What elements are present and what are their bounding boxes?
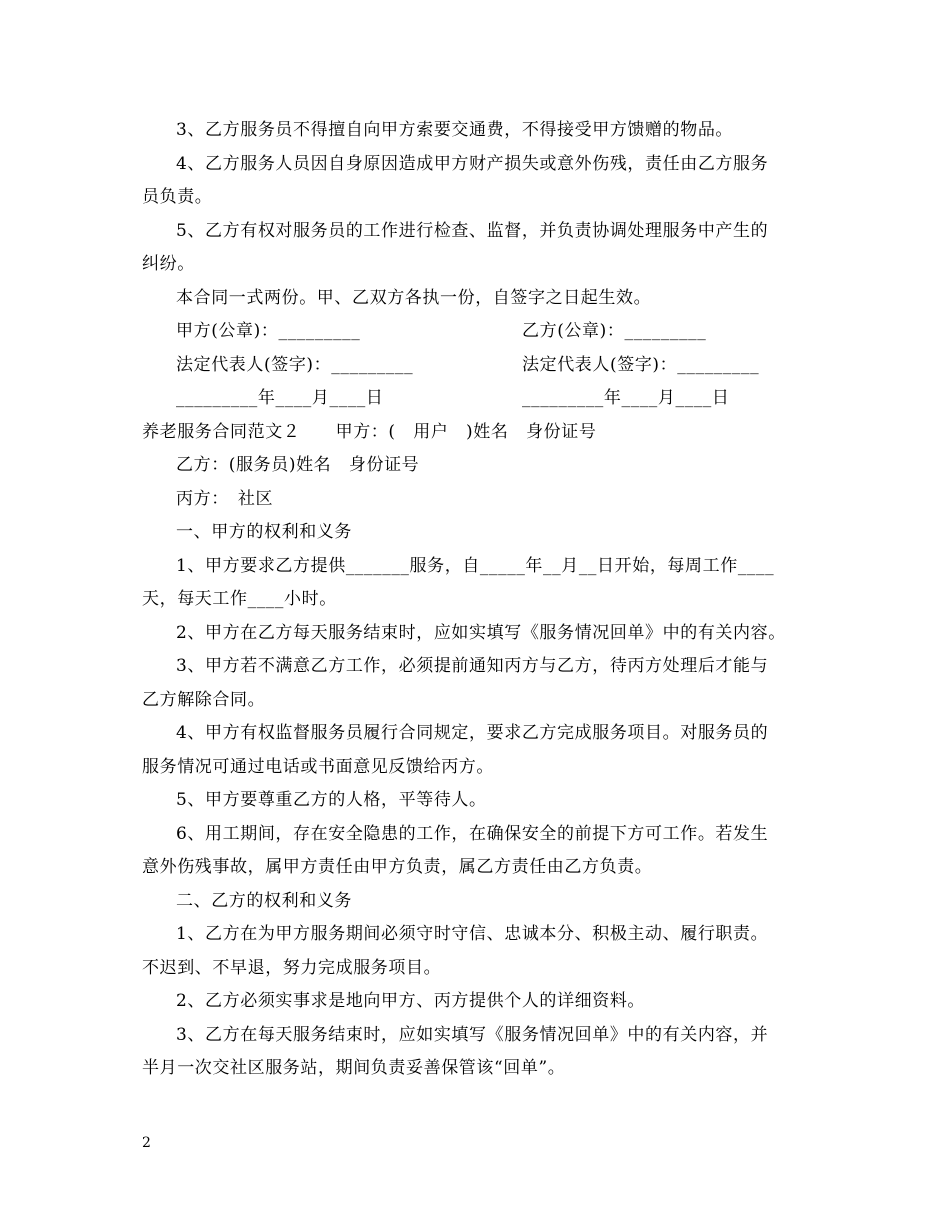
- party-b-seal-field: 乙方(公章)：_________: [522, 321, 707, 341]
- party-b-representative-field: 法定代表人(签字)：_________: [522, 354, 760, 375]
- party-a-date-field: _________年____月____日: [176, 388, 384, 408]
- party-a-representative-field: 法定代表人(签字)：_________: [176, 354, 414, 375]
- paragraph-line: 2、甲方在乙方每天服务结束时，应如实填写《服务情况回单》中的有关内容。: [176, 622, 786, 643]
- paragraph-line: 1、乙方在为甲方服务期间必须守时守信、忠诚本分、积极主动、履行职责。: [176, 924, 769, 944]
- paragraph-line: 天，每天工作____小时。: [142, 589, 337, 609]
- paragraph-line: 3、乙方在每天服务结束时，应如实填写《服务情况回单》中的有关内容，并: [176, 1024, 769, 1045]
- paragraph-line: 5、甲方要尊重乙方的人格，平等待人。: [176, 790, 487, 810]
- paragraph-line: 服务情况可通过电话或书面意见反馈给丙方。: [142, 756, 494, 777]
- contract-title-line: 养老服务合同范文２ 甲方：( 用户 )姓名 身份证号: [142, 421, 597, 442]
- paragraph-line: 意外伤残事故，属甲方责任由甲方负责，属乙方责任由乙方负责。: [142, 857, 653, 877]
- paragraph-line: 半月一次交社区服务站，期间负责妥善保管该“回单”。: [142, 1058, 566, 1078]
- signature-row-seal: [142, 315, 814, 349]
- signature-row-representative: [142, 349, 814, 383]
- paragraph-line: 不迟到、不早退，努力完成服务项目。: [142, 957, 442, 978]
- signature-row-date: [142, 382, 814, 416]
- paragraph-line: 乙方：(服务员)姓名 身份证号: [176, 455, 420, 475]
- paragraph-line: 3、甲方若不满意乙方工作，必须提前通知丙方与乙方，待丙方处理后才能与: [176, 656, 769, 676]
- paragraph-line: 纠纷。: [142, 254, 195, 274]
- paragraph-line: 丙方： 社区: [176, 488, 274, 509]
- party-b-date-field: _________年____月____日: [522, 388, 730, 408]
- section-heading: 一、甲方的权利和义务: [176, 522, 352, 542]
- paragraph-line: 本合同一式两份。甲、乙双方各执一份，自签字之日起生效。: [176, 287, 652, 308]
- paragraph-line: 1、甲方要求乙方提供_______服务，自_____年__月__日开始，每周工作____: [176, 555, 775, 576]
- paragraph-line: 4、甲方有权监督服务员履行合同规定，要求乙方完成服务项目。对服务员的: [176, 723, 769, 743]
- paragraph-line: 员负责。: [142, 187, 213, 207]
- paragraph-line: 3、乙方服务员不得擅自向甲方索要交通费，不得接受甲方馈赠的物品。: [176, 120, 734, 140]
- paragraph-line: 2、乙方必须实事求是地向甲方、丙方提供个人的详细资料。: [176, 991, 646, 1011]
- document-body: [142, 114, 814, 1086]
- party-a-seal-field: 甲方(公章)：_________: [176, 321, 361, 341]
- paragraph-line: 5、乙方有权对服务员的工作进行检查、监督，并负责协调处理服务中产生的: [176, 220, 769, 241]
- paragraph-line: 4、乙方服务人员因自身原因造成甲方财产损失或意外伤残，责任由乙方服务: [176, 153, 769, 174]
- section-heading: 二、乙方的权利和义务: [176, 890, 352, 911]
- paragraph-line: 6、用工期间，存在安全隐患的工作，在确保安全的前提下方可工作。若发生: [176, 823, 769, 844]
- page-number: 2: [142, 1135, 151, 1151]
- paragraph-line: 乙方解除合同。: [142, 689, 266, 710]
